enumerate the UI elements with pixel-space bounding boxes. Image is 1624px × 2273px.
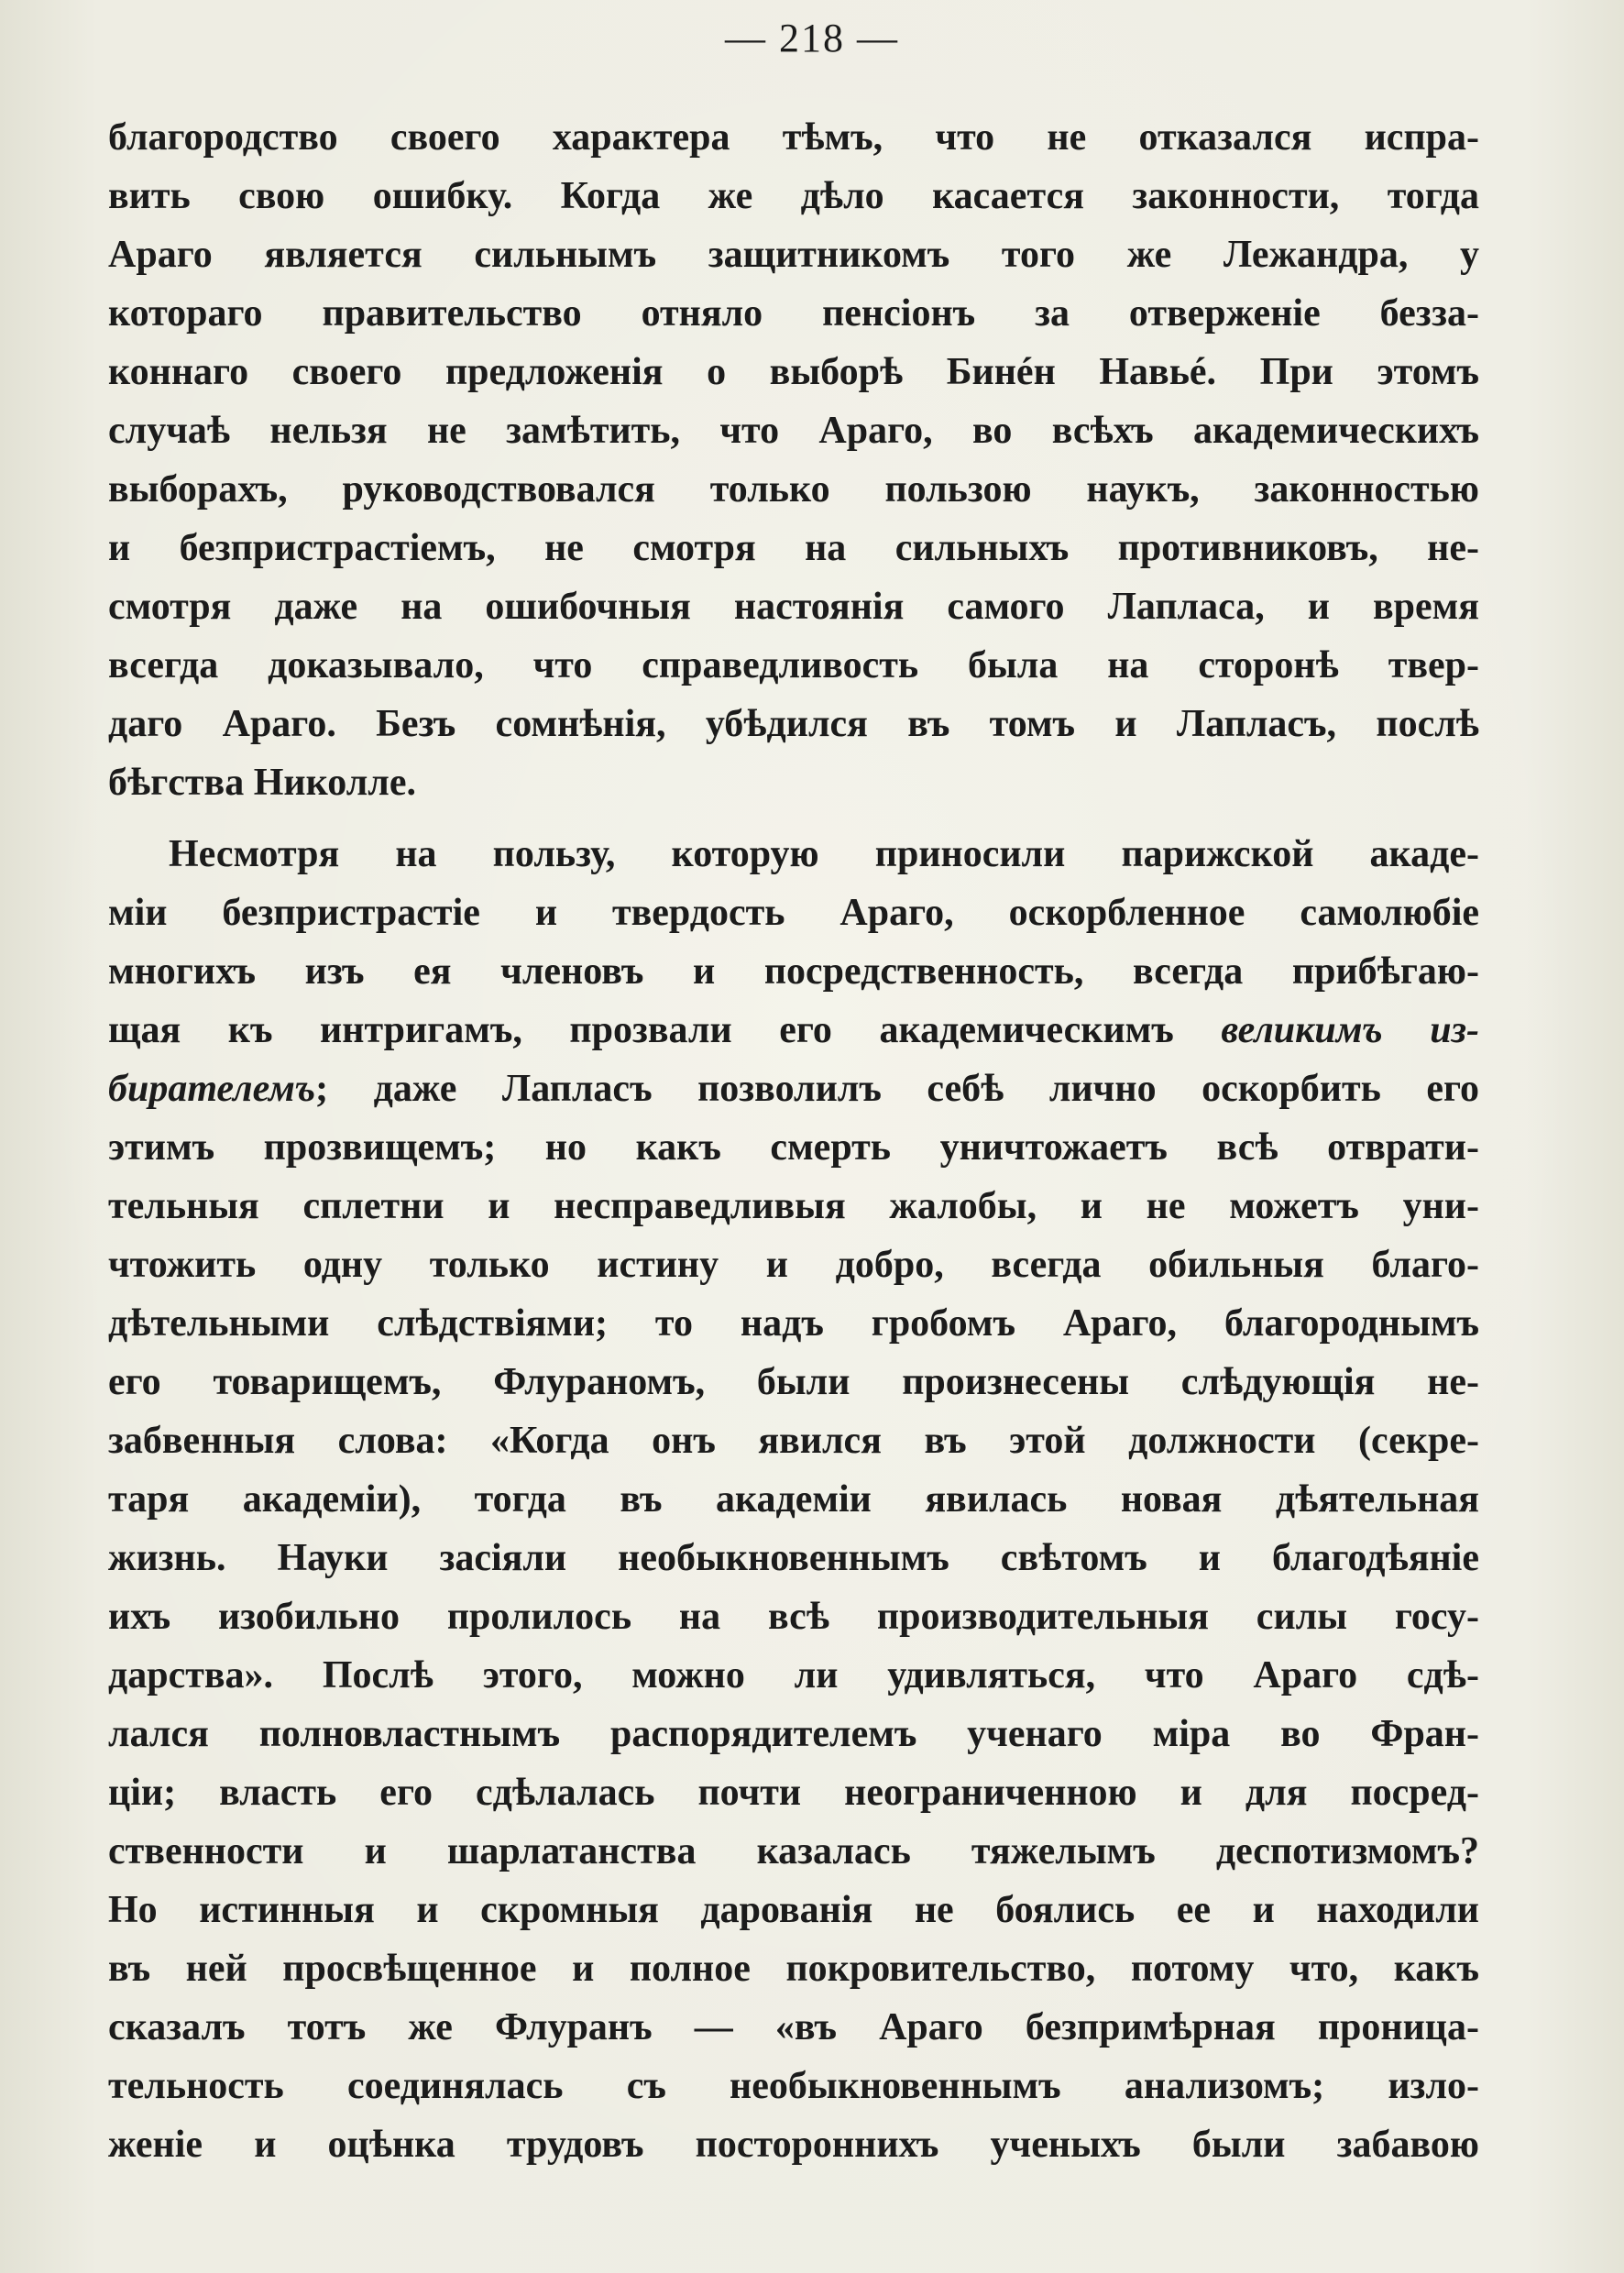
text-line: всегда доказывало, что справедливость была на сторонѣ твер- <box>108 644 1479 686</box>
text-line: Несмотря на пользу, которую приносили парижской акаде- <box>169 833 1479 875</box>
text-line: Араго является сильнымъ защитникомъ того же Лежандра, у <box>108 234 1479 276</box>
text-line: ціи; власть его сдѣлалась почти неограниченною и для посред- <box>108 1772 1479 1814</box>
text-line: дѣтельными слѣдствіями; то надъ гробомъ Араго, благороднымъ <box>108 1302 1479 1345</box>
text-line: коннаго своего предложенія о выборѣ Бинéн Навьé. При этомъ <box>108 351 1479 393</box>
text-run: ; даже Лапласъ позволилъ себѣ лично оскорбить его <box>315 1068 1479 1110</box>
text-line: чтожить одну только истину и добро, всегда обильныя благо- <box>108 1244 1479 1286</box>
text-line: многихъ изъ ея членовъ и посредственность, всегда прибѣгаю- <box>108 950 1479 993</box>
text-line: вить свою ошибку. Когда же дѣло касается законности, тогда <box>108 175 1479 217</box>
text-line: смотря даже на ошибочныя настоянія самого Лапласа, и время <box>108 586 1479 628</box>
text-line: тельныя сплетни и несправедливыя жалобы, и не можетъ уни- <box>108 1185 1479 1227</box>
text-line <box>108 1001 1479 1060</box>
text-line: его товарищемъ, Флураномъ, были произнесены слѣдующія не- <box>108 1361 1479 1403</box>
text-line: тельность соединялась съ необыкновеннымъ анализомъ; изло- <box>108 2065 1479 2107</box>
text-line: таря академіи), тогда въ академіи явилась новая дѣятельная <box>108 1478 1479 1521</box>
text-line: благородство своего характера тѣмъ, что не отказался испра- <box>108 116 1479 159</box>
text-line: бѣгства Николле. <box>108 762 416 804</box>
paragraph-gap <box>108 812 1479 825</box>
text-line: лался полновластнымъ распорядителемъ ученаго міра во Фран- <box>108 1713 1479 1755</box>
page-number: — 218 — <box>725 16 899 60</box>
text-line: ихъ изобильно пролилось на всѣ производительныя силы госу- <box>108 1596 1479 1638</box>
text-line: въ ней просвѣщенное и полное покровительство, потому что, какъ <box>108 1948 1479 1990</box>
italic-phrase: бирателемъ <box>108 1068 316 1110</box>
italic-phrase: великимъ из- <box>1221 1009 1479 1051</box>
text-line: міи безпристрастіе и твердость Араго, оскорбленное самолюбіе <box>108 892 1479 934</box>
text-line: даго Араго. Безъ сомнѣнія, убѣдился въ томъ и Лапласъ, послѣ <box>108 703 1479 745</box>
text-run: щая къ интригамъ, прозвали его академическимъ <box>108 1009 1222 1051</box>
text-line <box>108 1060 1479 1118</box>
text-line: забвенныя слова: «Когда онъ явился въ этой должности (секре- <box>108 1420 1479 1462</box>
text-line: и безпристрастіемъ, не смотря на сильныхъ противниковъ, не- <box>108 527 1479 569</box>
text-line: женіе и оцѣнка трудовъ постороннихъ ученыхъ были забавою <box>108 2124 1479 2166</box>
text-line: дарства». Послѣ этого, можно ли удивляться, что Араго сдѣ- <box>108 1654 1479 1697</box>
text-line: этимъ прозвищемъ; но какъ смерть уничтожаетъ всѣ отврати- <box>108 1126 1479 1169</box>
body-text <box>108 108 1479 2174</box>
paragraph-2 <box>108 825 1479 2174</box>
text-line: случаѣ нельзя не замѣтить, что Араго, во всѣхъ академическихъ <box>108 410 1479 452</box>
text-line: выборахъ, руководствовался только пользою наукъ, законностью <box>108 468 1479 511</box>
text-line: жизнь. Науки засіяли необыкновеннымъ свѣтомъ и благодѣяніе <box>108 1537 1479 1579</box>
paragraph-1 <box>108 108 1479 812</box>
text-line: ственности и шарлатанства казалась тяжелымъ деспотизмомъ? <box>108 1830 1479 1872</box>
text-line: сказалъ тотъ же Флуранъ — «въ Араго безпримѣрная проница- <box>108 2006 1479 2048</box>
text-line: котораго правительство отняло пенсіонъ за отверженіе безза- <box>108 292 1479 335</box>
text-line: Но истинныя и скромныя дарованія не боялись ее и находили <box>108 1889 1479 1931</box>
